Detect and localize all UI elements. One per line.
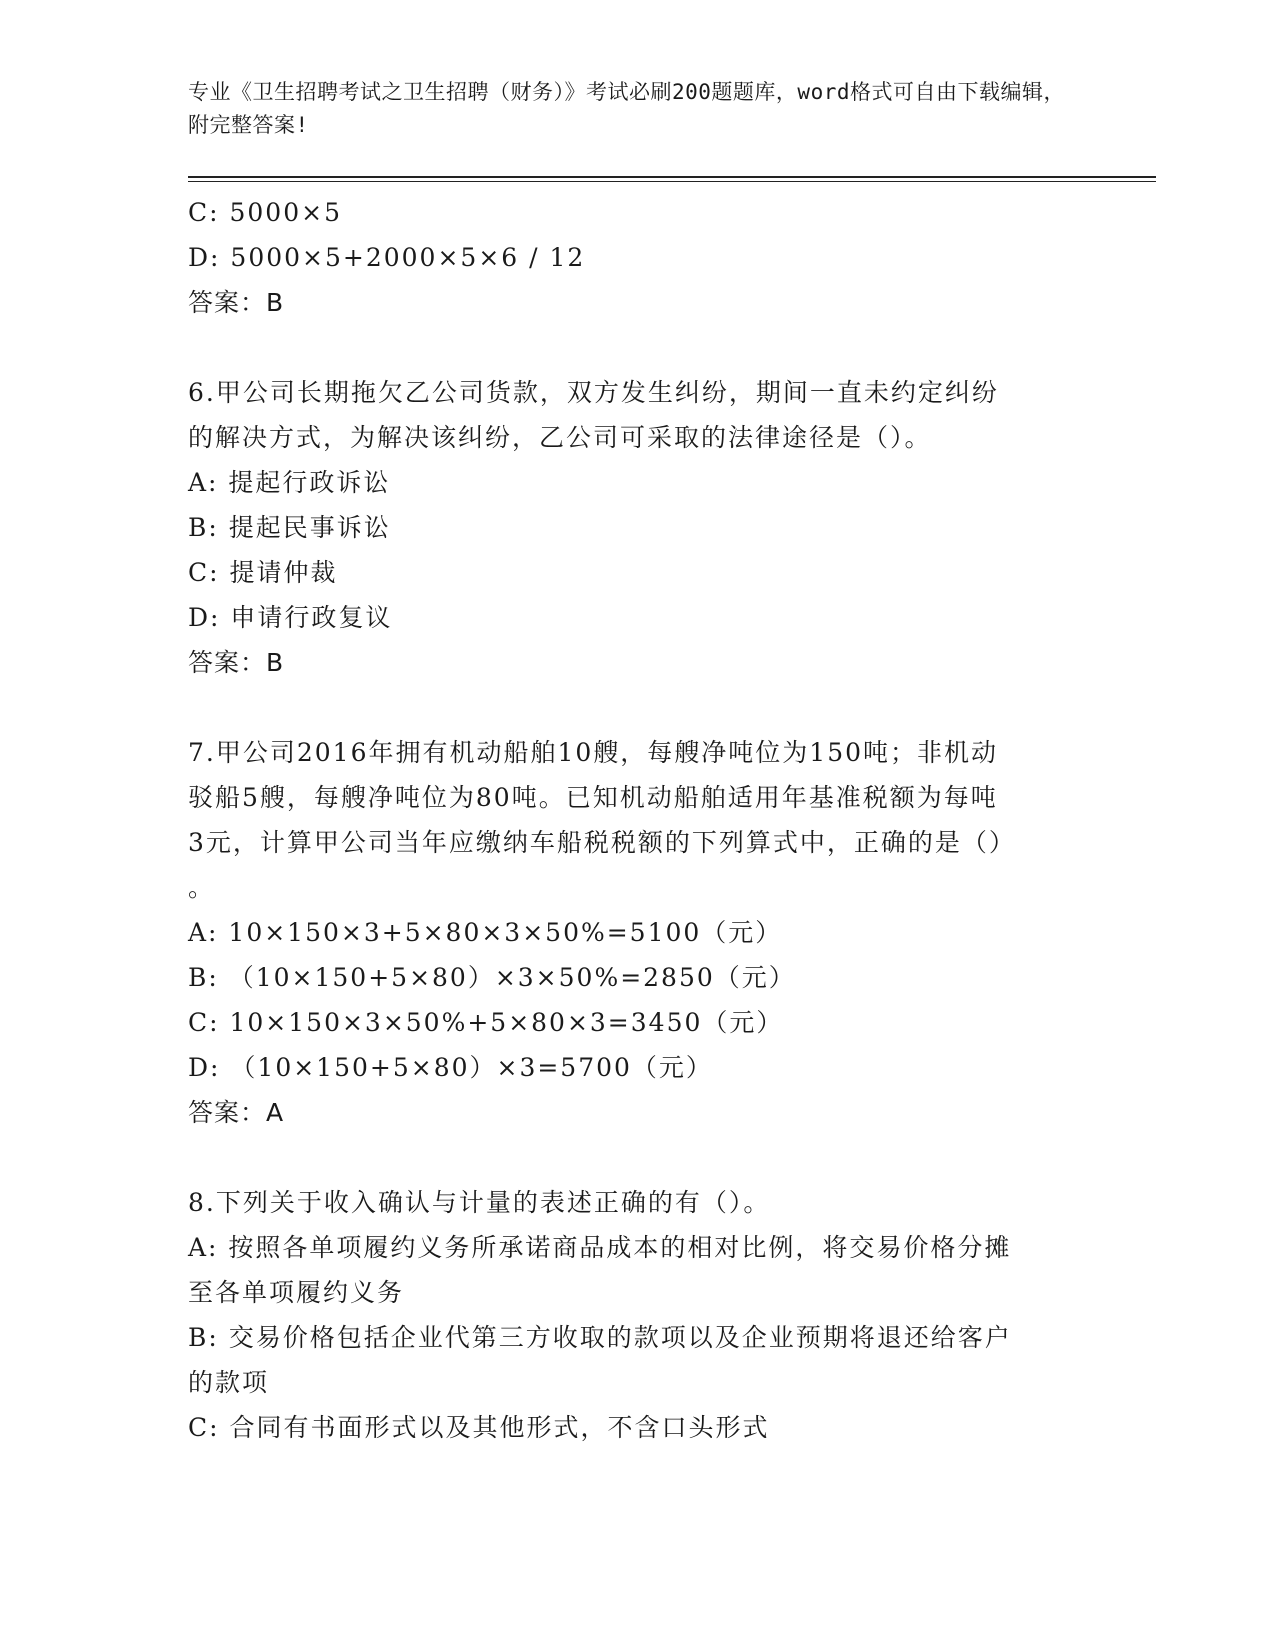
option-c: C: 10×150×3×50%+5×80×3=3450（元） <box>188 1008 784 1037</box>
option-c: C: 5000×5 <box>188 198 342 227</box>
question-5-continued <box>188 190 1068 325</box>
document-body <box>188 190 1068 1450</box>
option-d: D: 申请行政复议 <box>188 603 393 632</box>
option-d: D: 5000×5+2000×5×6 / 12 <box>188 243 586 272</box>
question-stem-line: 驳船5艘，每艘净吨位为80吨。已知机动船舶适用年基准税额为每吨 <box>188 783 998 812</box>
option-a: A: 提起行政诉讼 <box>188 468 391 497</box>
option-d: D: （10×150+5×80）×3=5700（元） <box>188 1053 713 1082</box>
option-b-continued: 的款项 <box>188 1368 270 1397</box>
document-header: 专业《卫生招聘考试之卫生招聘（财务）》考试必刷200题题库，word格式可自由下载编辑，附完整答案! <box>188 80 1065 137</box>
spacer <box>188 325 1068 370</box>
spacer <box>188 685 1068 730</box>
option-a-continued: 至各单项履约义务 <box>188 1278 405 1307</box>
option-b: B: 提起民事诉讼 <box>188 513 391 542</box>
spacer <box>188 1135 1068 1180</box>
question-stem-line: 6.甲公司长期拖欠乙公司货款，双方发生纠纷，期间一直未约定纠纷 <box>188 378 999 407</box>
option-a: A: 10×150×3+5×80×3×50%=5100（元） <box>188 918 783 947</box>
option-c: C: 合同有书面形式以及其他形式，不含口头形式 <box>188 1413 770 1442</box>
question-8 <box>188 1180 1068 1450</box>
header-divider-thin <box>188 181 1156 182</box>
header-divider-thick <box>188 176 1156 178</box>
answer: 答案：B <box>188 648 285 677</box>
option-c: C: 提请仲裁 <box>188 558 338 587</box>
question-stem-line: 。 <box>188 873 216 902</box>
question-stem-line: 7.甲公司2016年拥有机动船舶10艘，每艘净吨位为150吨；非机动 <box>188 738 999 767</box>
option-a: A: 按照各单项履约义务所承诺商品成本的相对比例，将交易价格分摊 <box>188 1233 1012 1262</box>
question-stem-line: 的解决方式，为解决该纠纷，乙公司可采取的法律途径是（）。 <box>188 423 932 452</box>
question-stem-line: 8.下列关于收入确认与计量的表述正确的有（）。 <box>188 1188 771 1217</box>
option-b: B: 交易价格包括企业代第三方收取的款项以及企业预期将退还给客户 <box>188 1323 1012 1352</box>
option-b: B: （10×150+5×80）×3×50%=2850（元） <box>188 963 796 992</box>
question-7 <box>188 730 1068 1135</box>
answer: 答案：B <box>188 288 285 317</box>
answer: 答案：A <box>188 1098 285 1127</box>
question-stem-line: 3元，计算甲公司当年应缴纳车船税税额的下列算式中，正确的是（） <box>188 828 1016 857</box>
question-6 <box>188 370 1068 685</box>
